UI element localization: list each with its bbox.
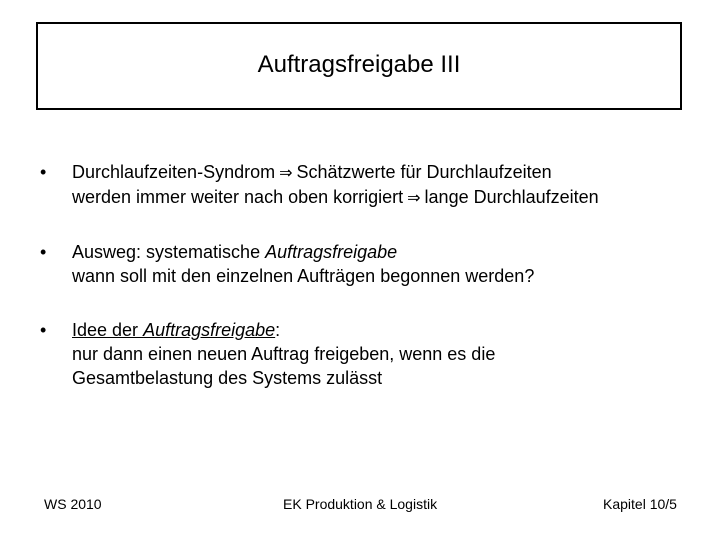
bullet-text: lange Durchlaufzeiten xyxy=(424,187,599,207)
bullet-dot-icon: • xyxy=(40,162,47,182)
footer-course: EK Produktion & Logistik xyxy=(283,496,438,512)
bullet-item-idee xyxy=(38,318,698,390)
footer-page-number: Kapitel 10/5 xyxy=(603,496,677,512)
bullet-emphasis: Auftragsfreigabe xyxy=(265,242,398,262)
bullet-item-ausweg xyxy=(38,240,698,288)
title-box xyxy=(36,22,682,110)
bullet-dot-icon: • xyxy=(40,320,47,340)
bullet-line xyxy=(72,185,698,210)
bullet-line xyxy=(72,318,698,342)
bullet-text: : xyxy=(275,320,281,340)
bullet-line: nur dann einen neuen Auftrag freigeben, wenn es die xyxy=(72,344,496,364)
bullet-item-syndrom xyxy=(38,160,698,210)
bullet-text: werden immer weiter nach oben korrigiert xyxy=(72,187,404,207)
bullet-text: Idee der xyxy=(72,320,144,340)
bullet-line xyxy=(72,160,698,185)
bullet-emphasis: Auftragsfreigabe xyxy=(143,320,276,340)
implies-arrow-icon: ⇒ xyxy=(279,163,293,182)
bullet-list xyxy=(38,160,698,390)
bullet-text: Durchlaufzeiten-Syndrom xyxy=(72,162,276,182)
bullet-line: wann soll mit den einzelnen Aufträgen begonnen werden? xyxy=(72,266,535,286)
bullet-text: Ausweg: systematische xyxy=(72,242,266,262)
footer-semester: WS 2010 xyxy=(44,496,102,512)
implies-arrow-icon: ⇒ xyxy=(407,188,421,207)
slide-title: Auftragsfreigabe III xyxy=(257,51,461,78)
bullet-dot-icon: • xyxy=(40,242,47,262)
bullet-line xyxy=(72,240,698,264)
bullet-line: Gesamtbelastung des Systems zulässt xyxy=(72,368,383,388)
bullet-text: Schätzwerte für Durchlaufzeiten xyxy=(296,162,552,182)
